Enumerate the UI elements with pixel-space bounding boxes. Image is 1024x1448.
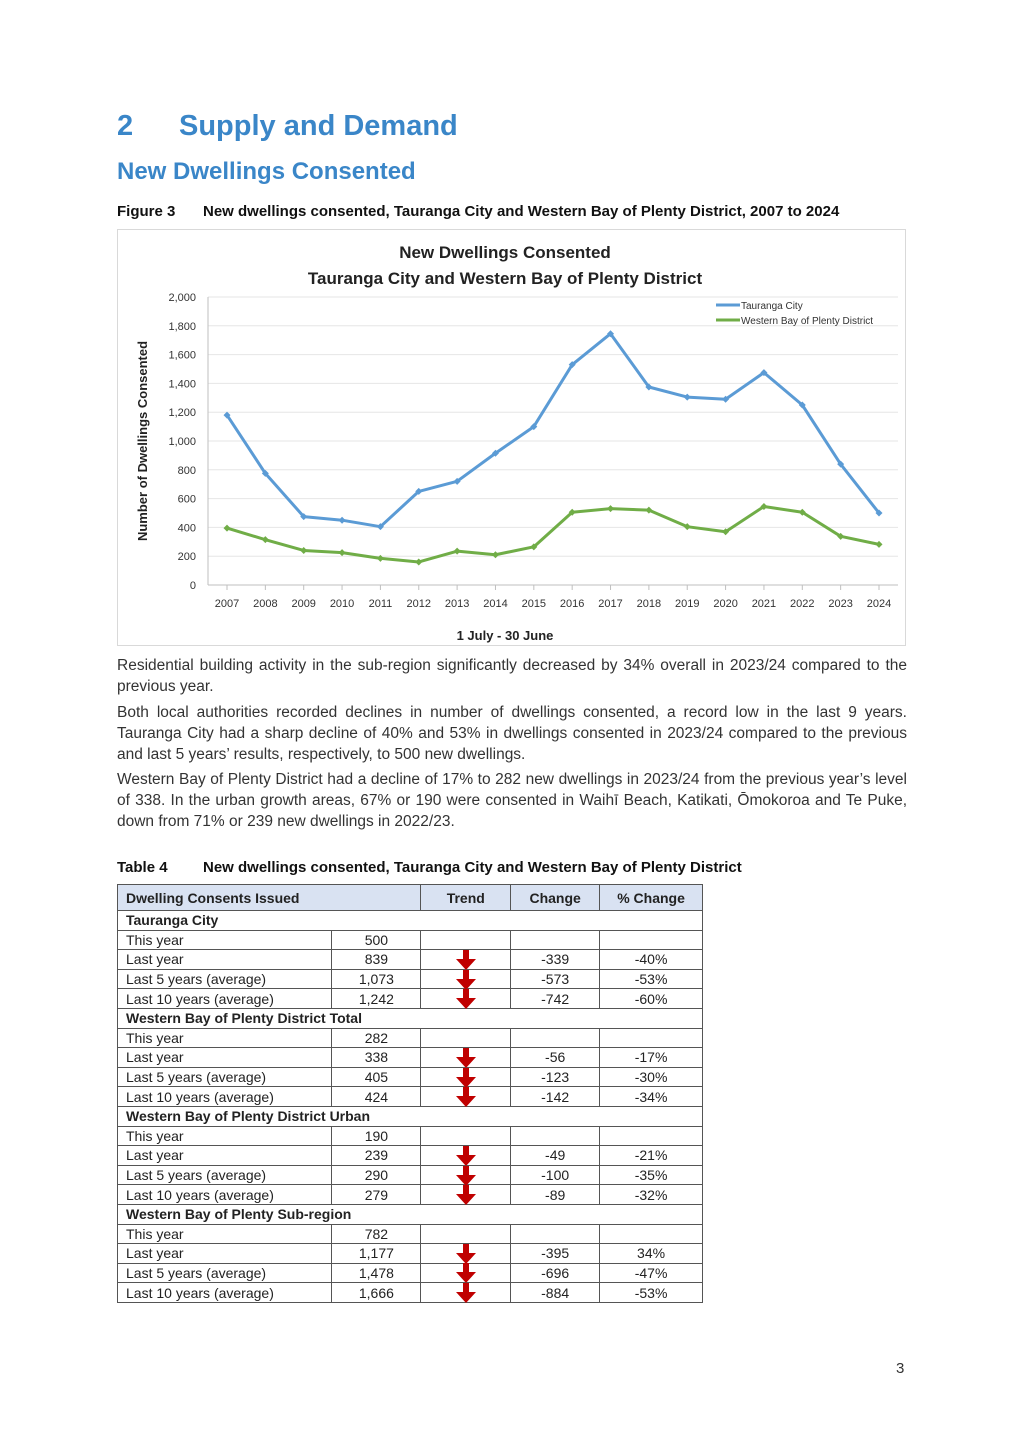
row-pct-change: -53% <box>600 1283 703 1303</box>
row-pct-change: -40% <box>600 950 703 970</box>
row-value: 1,242 <box>332 989 421 1009</box>
table-row <box>118 969 703 989</box>
table-row <box>118 930 703 950</box>
row-pct-change: -35% <box>600 1165 703 1185</box>
down-arrow-icon <box>455 1244 477 1264</box>
row-change: -100 <box>511 1165 600 1185</box>
data-point <box>339 549 346 556</box>
table-row <box>118 1028 703 1048</box>
down-arrow-icon <box>455 1087 477 1107</box>
table-row <box>118 1087 703 1107</box>
x-tick-label: 2024 <box>866 598 892 610</box>
data-point <box>262 536 269 543</box>
row-change: -395 <box>511 1244 600 1264</box>
table-row <box>118 1126 703 1146</box>
table-group-row <box>118 911 703 931</box>
y-tick-label: 1,400 <box>168 378 196 391</box>
row-change: -884 <box>511 1283 600 1303</box>
y-tick-label: 600 <box>177 493 196 506</box>
paragraph-1: Residential building activity in the sub-region significantly decreased by 34% overall in 2023/24 compared to the previous year. <box>117 657 907 695</box>
down-arrow-icon <box>455 1166 477 1186</box>
row-label: Last 5 years (average) <box>118 1067 332 1087</box>
figure-title: New dwellings consented, Tauranga City and Western Bay of Plenty District, 2007 to 2024 <box>203 203 840 220</box>
row-value: 839 <box>332 950 421 970</box>
row-label: Last 5 years (average) <box>118 1263 332 1283</box>
row-trend <box>421 1067 511 1087</box>
row-value: 279 <box>332 1185 421 1205</box>
subsection-heading: New Dwellings Consented <box>117 158 416 185</box>
y-tick-label: 1,600 <box>168 349 196 362</box>
down-arrow-icon <box>455 1263 477 1283</box>
row-label: Last year <box>118 1244 332 1264</box>
row-label: Last year <box>118 950 332 970</box>
table-caption <box>117 859 742 876</box>
down-arrow-icon <box>455 1146 477 1166</box>
row-change: -123 <box>511 1067 600 1087</box>
x-tick-label: 2016 <box>559 598 585 610</box>
x-axis-label: 1 July - 30 June <box>456 628 554 643</box>
row-pct-change: -21% <box>600 1146 703 1166</box>
row-trend <box>421 1263 511 1283</box>
row-change: -89 <box>511 1185 600 1205</box>
row-label: Last 10 years (average) <box>118 989 332 1009</box>
x-tick-label: 2008 <box>253 598 278 610</box>
row-trend <box>421 1028 511 1048</box>
row-change: -142 <box>511 1087 600 1107</box>
row-trend <box>421 1165 511 1185</box>
table-row <box>118 1146 703 1166</box>
series-line-western-bay <box>227 507 879 562</box>
row-value: 282 <box>332 1028 421 1048</box>
x-tick-label: 2020 <box>713 598 738 610</box>
table-group-row <box>118 1106 703 1126</box>
row-change <box>511 930 600 950</box>
table-header-row <box>118 885 703 911</box>
paragraph-2: Both local authorities recorded declines in number of dwellings consented, a record low in the last 9 years. Tauranga City had a sharp decline of 40% and 53% in dwellings consented in 2023/24 compared to the previous and last 5 years’ results, respectively, to 500 new dwellings. <box>117 704 907 763</box>
table-group-heading: Tauranga City <box>118 911 703 931</box>
line-chart <box>118 230 907 647</box>
row-change: -696 <box>511 1263 600 1283</box>
down-arrow-icon <box>455 970 477 990</box>
row-trend <box>421 1048 511 1068</box>
row-pct-change <box>600 1224 703 1244</box>
table-row <box>118 1224 703 1244</box>
data-point <box>415 558 422 565</box>
table-group-row <box>118 1008 703 1028</box>
table-label: Table 4 <box>117 859 168 876</box>
x-tick-label: 2018 <box>636 598 662 610</box>
row-trend <box>421 989 511 1009</box>
table-row <box>118 1244 703 1264</box>
legend-label: Tauranga City <box>741 301 803 312</box>
row-pct-change: -53% <box>600 969 703 989</box>
row-change: -49 <box>511 1146 600 1166</box>
row-pct-change: -34% <box>600 1087 703 1107</box>
table-row <box>118 1067 703 1087</box>
row-trend <box>421 950 511 970</box>
table-row <box>118 1263 703 1283</box>
data-point <box>300 547 307 554</box>
x-tick-label: 2021 <box>751 598 777 610</box>
table-row <box>118 1185 703 1205</box>
table-row <box>118 1283 703 1303</box>
y-tick-label: 400 <box>177 522 196 535</box>
down-arrow-icon <box>455 950 477 970</box>
chart-container <box>117 229 906 646</box>
row-label: This year <box>118 930 332 950</box>
row-label: Last year <box>118 1048 332 1068</box>
x-tick-label: 2015 <box>521 598 547 610</box>
row-trend <box>421 1185 511 1205</box>
figure-caption <box>117 203 839 220</box>
row-change <box>511 1224 600 1244</box>
y-tick-label: 0 <box>189 580 196 592</box>
row-label: Last 10 years (average) <box>118 1087 332 1107</box>
row-value: 290 <box>332 1165 421 1185</box>
y-tick-label: 200 <box>177 551 196 564</box>
data-point <box>224 525 231 532</box>
down-arrow-icon <box>455 1185 477 1205</box>
row-label: Last 5 years (average) <box>118 1165 332 1185</box>
row-pct-change: 34% <box>600 1244 703 1264</box>
x-tick-label: 2023 <box>828 598 853 610</box>
chart-title: New Dwellings Consented <box>399 243 611 262</box>
table-group-heading: Western Bay of Plenty Sub-region <box>118 1204 703 1224</box>
row-label: This year <box>118 1126 332 1146</box>
row-trend <box>421 969 511 989</box>
table-row <box>118 1048 703 1068</box>
down-arrow-icon <box>455 989 477 1009</box>
table-row <box>118 989 703 1009</box>
header-change: Change <box>511 885 600 911</box>
figure-label: Figure 3 <box>117 203 176 220</box>
down-arrow-icon <box>455 1283 477 1303</box>
series-line-tauranga <box>227 334 879 527</box>
data-point <box>607 505 614 512</box>
chart-subtitle: Tauranga City and Western Bay of Plenty District <box>307 269 703 288</box>
row-pct-change: -32% <box>600 1185 703 1205</box>
section-number: 2 <box>117 110 134 142</box>
data-point <box>684 394 691 401</box>
row-pct-change: -17% <box>600 1048 703 1068</box>
row-value: 239 <box>332 1146 421 1166</box>
x-tick-label: 2017 <box>598 598 623 610</box>
x-tick-label: 2010 <box>329 598 355 610</box>
table-group-row <box>118 1204 703 1224</box>
y-tick-label: 1,800 <box>168 320 196 333</box>
header-trend: Trend <box>421 885 511 911</box>
row-label: Last 5 years (average) <box>118 969 332 989</box>
row-value: 190 <box>332 1126 421 1146</box>
x-tick-label: 2009 <box>291 598 316 610</box>
row-pct-change <box>600 1126 703 1146</box>
row-change: -573 <box>511 969 600 989</box>
down-arrow-icon <box>455 1048 477 1068</box>
row-label: Last year <box>118 1146 332 1166</box>
row-label: This year <box>118 1028 332 1048</box>
paragraph-3: Western Bay of Plenty District had a decline of 17% to 282 new dwellings in 2023/24 from the previous year’s level of 338. In the urban growth areas, 67% or 190 were consented in Waihī Beach, Katikati, Ōmokoroa and Te Puke, down from 71% or 239 new dwellings in 2022/23. <box>117 771 907 830</box>
row-change <box>511 1126 600 1146</box>
row-pct-change <box>600 930 703 950</box>
row-change: -56 <box>511 1048 600 1068</box>
row-trend <box>421 1244 511 1264</box>
row-value: 782 <box>332 1224 421 1244</box>
x-tick-label: 2012 <box>406 598 432 610</box>
header-pct-change: % Change <box>600 885 703 911</box>
x-tick-label: 2014 <box>483 598 508 610</box>
table-row <box>118 1165 703 1185</box>
page-number: 3 <box>896 1360 905 1377</box>
row-pct-change: -30% <box>600 1067 703 1087</box>
row-trend <box>421 1087 511 1107</box>
row-pct-change: -60% <box>600 989 703 1009</box>
table-title: New dwellings consented, Tauranga City and Western Bay of Plenty District <box>203 859 742 876</box>
x-tick-label: 2011 <box>368 598 393 610</box>
row-value: 338 <box>332 1048 421 1068</box>
row-value: 1,073 <box>332 969 421 989</box>
row-change: -742 <box>511 989 600 1009</box>
x-tick-label: 2019 <box>674 598 700 610</box>
row-trend <box>421 930 511 950</box>
y-tick-label: 2,000 <box>168 292 196 304</box>
down-arrow-icon <box>455 1068 477 1088</box>
row-value: 405 <box>332 1067 421 1087</box>
row-change: -339 <box>511 950 600 970</box>
y-tick-label: 1,000 <box>168 436 196 448</box>
row-value: 500 <box>332 930 421 950</box>
x-tick-label: 2013 <box>444 598 470 610</box>
table-group-heading: Western Bay of Plenty District Total <box>118 1008 703 1028</box>
row-label: Last 10 years (average) <box>118 1185 332 1205</box>
data-point <box>876 541 883 548</box>
data-point <box>339 517 346 524</box>
y-tick-label: 1,200 <box>168 407 196 420</box>
row-change <box>511 1028 600 1048</box>
row-value: 424 <box>332 1087 421 1107</box>
header-consents-issued: Dwelling Consents Issued <box>118 885 421 911</box>
row-value: 1,478 <box>332 1263 421 1283</box>
table-body <box>118 911 703 1303</box>
row-trend <box>421 1224 511 1244</box>
row-trend <box>421 1126 511 1146</box>
row-pct-change: -47% <box>600 1263 703 1283</box>
row-trend <box>421 1283 511 1303</box>
data-point <box>454 548 461 555</box>
section-title: Supply and Demand <box>179 110 458 142</box>
legend-label: Western Bay of Plenty District <box>741 316 874 327</box>
y-tick-label: 800 <box>177 464 196 477</box>
x-tick-label: 2007 <box>214 598 240 610</box>
row-label: This year <box>118 1224 332 1244</box>
row-value: 1,666 <box>332 1283 421 1303</box>
x-tick-label: 2022 <box>790 598 815 610</box>
y-axis-label: Number of Dwellings Consented <box>135 340 150 542</box>
row-pct-change <box>600 1028 703 1048</box>
section-heading <box>117 110 458 143</box>
row-label: Last 10 years (average) <box>118 1283 332 1303</box>
dwelling-consents-table <box>117 884 703 1303</box>
data-point <box>492 551 499 558</box>
row-trend <box>421 1146 511 1166</box>
table-row <box>118 950 703 970</box>
table-group-heading: Western Bay of Plenty District Urban <box>118 1106 703 1126</box>
row-value: 1,177 <box>332 1244 421 1264</box>
